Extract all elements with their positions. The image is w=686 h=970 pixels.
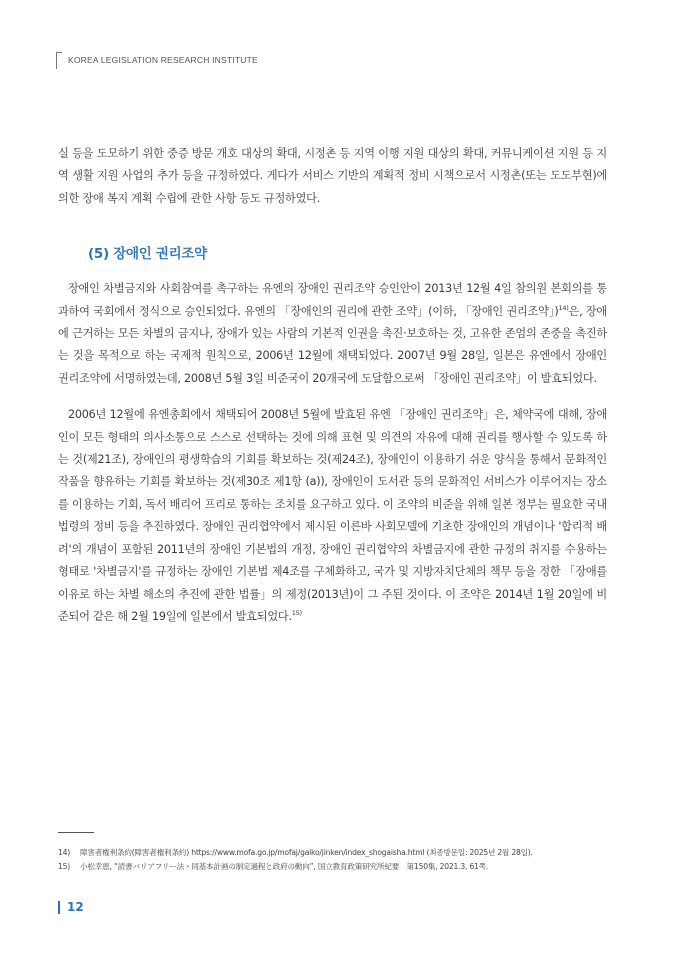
main-content xyxy=(58,143,607,628)
footnote-ref-15[interactable]: 15) xyxy=(291,608,302,617)
header-title: KOREA LEGISLATION RESEARCH INSTITUTE xyxy=(68,54,258,65)
paragraph-text-part: 은, 장애에 근거하는 모든 차별의 금지나, 장애가 있는 사람의 기본적 인권을 촉진·보호하는 것, 고유한 존엄의 존중을 촉진하는 것을 목적으로 하는 국제적 원칙으로, 2006년 12월에 채택되었다. 2007년 9월 28일, 일본은 유엔에서 장애인 권리조약에 서명하였는데, 2008년 5월 3일 비준국이 20개국에 도달함으로써 「장애인 권리조약」이 발효되었다. xyxy=(58,304,607,385)
paragraph-continued: 실 등을 도모하기 위한 중증 방문 개호 대상의 확대, 시정촌 등 지역 이행 지원 대상의 확대, 커뮤니케이션 지원 등 지역 생활 지원 사업의 추가 등을 규정하였다. 게다가 서비스 기반의 계획적 정비 시책으로서 시정촌(또는 도도부현)에 의한 장애 복지 계획 수립에 관한 사항 등도 규정하였다. xyxy=(58,147,607,205)
footnote-text: 障害者権利条約(障害者権利条約) https://www.mofa.go.jp/mofaj/gaiko/jinken/index_shogaisha.html (최종방문일: 2025년 2월 28일). xyxy=(80,848,533,857)
footnote-item xyxy=(58,846,618,860)
footnote-number: 14) xyxy=(58,848,71,857)
footnote-item xyxy=(58,860,618,874)
header-bracket-mark xyxy=(56,52,62,69)
footnotes xyxy=(58,846,618,874)
section-heading: (5) 장애인 권리조약 xyxy=(88,246,207,263)
running-header xyxy=(56,50,258,69)
page-number-block xyxy=(58,900,84,914)
page-number-bar xyxy=(58,901,60,914)
paragraph-text-part: 장애인 차별금지와 사회참여를 촉구하는 유엔의 장애인 권리조약 승인안이 2013년 12월 4일 참의원 본회의를 통과하여 국회에서 정식으로 승인되었다. 유엔의 「장애인의 권리에 관한 조약」(이하, 「장애인 권리조약」) xyxy=(58,282,607,318)
footnote-ref-14[interactable]: 14) xyxy=(558,303,569,312)
footnote-number: 15) xyxy=(58,862,71,871)
footnote-text: 小松幸恵, “読書バリアフリー法・同基本計画の制定過程と政府の動向”, 国立教育政策研究所紀要 第150集, 2021.3, 61쪽. xyxy=(80,862,489,871)
paragraph-convention-effect xyxy=(58,404,607,628)
footnote-divider xyxy=(58,832,94,833)
paragraph-text-part: 2006년 12월에 유엔총회에서 채택되어 2008년 5월에 발효된 유엔 「장애인 권리조약」은, 체약국에 대해, 장애인이 모든 형태의 의사소통으로 스스로 선택하는 것에 의해 표현 및 의견의 자유에 대해 권리를 행사할 수 있도록 하는 것(제21조), 장애인의 평생학습의 기회를 확보하는 것(제24조), 장애인이 이용하기 쉬운 양식을 통해서 문화적인 작품을 향유하는 기회를 확보하는 것(제30조 제1항 (a)), 장애인이 도서관 등의 문화적인 서비스가 이루어지는 장소를 이용하는 기회, 독서 배리어 프리로 통하는 조치를 요구하고 있다. 이 조약의 비준을 위해 일본 정부는 필요한 국내 법령의 정비 등을 추진하였다. 장애인 권리협약에서 제시된 이른바 사회모델에 기초한 장애인의 개념이나 '합리적 배려'의 개념이 포함된 2011년의 장애인 기본법의 개정, 장애인 권리협약의 차별금지에 관한 규정의 취지를 수용하는 형태로 '차별금지'를 규정하는 장애인 기본법 제4조를 구체화하고, 국가 및 지방자치단체의 책무 등을 정한 「장애를 이유로 하는 차별 해소의 추진에 관한 법률」의 제정(2013년)이 그 주된 것이다. 이 조약은 2014년 1월 20일에 비준되어 같은 해 2월 19일에 일본에서 발효되었다. xyxy=(58,408,607,623)
page-number: 12 xyxy=(67,900,84,914)
paragraph-un-convention xyxy=(58,278,607,390)
